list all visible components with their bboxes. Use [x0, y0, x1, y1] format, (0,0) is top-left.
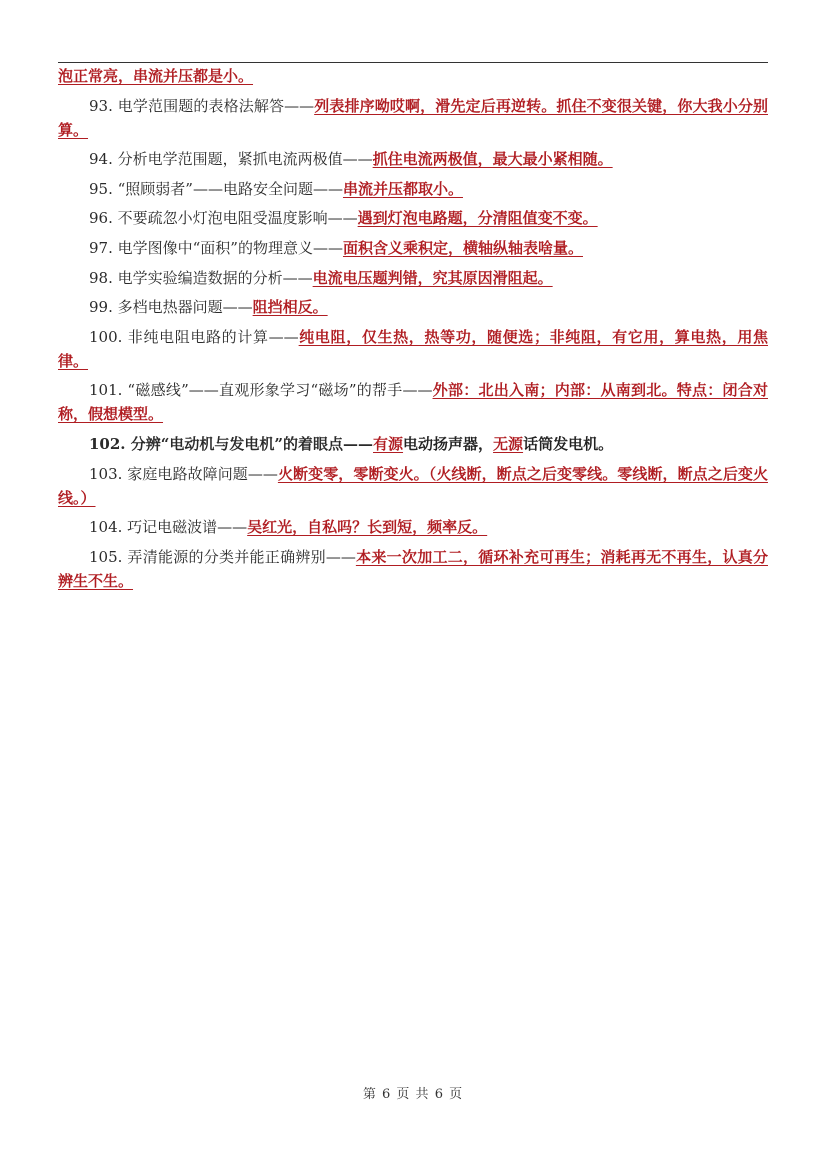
answer-text: 电流电压题判错，究其原因滑阻起。 [312, 268, 553, 287]
document-item [58, 378, 768, 426]
page-footer: 第 6 页 共 6 页 [362, 1087, 464, 1102]
document-item [58, 545, 768, 593]
answer-text: 外部：北出入南；内部：从南到北。特点：闭合对称，假想模型。 [58, 381, 768, 424]
plain-text: 电动扬声器， [403, 434, 494, 453]
answer-text: 纯电阻，仅生热，热等功，随便选；非纯阻，有它用，算电热，用焦律。 [58, 327, 768, 370]
answer-text: 列表排序呦哎啊，滑先定后再逆转。抓住不变很关键，你大我小分别算。 [58, 96, 768, 139]
answer-text: 抓住电流两极值，最大最小紧相随。 [372, 150, 613, 169]
document-item [58, 295, 768, 319]
answer-text: 无源 [493, 434, 524, 453]
plain-text: 话筒发电机。 [523, 434, 614, 453]
document-item [58, 94, 768, 142]
answer-text: 火断变零，零断变火。（火线断，断点之后变零线。零线断，断点之后变火线。） [58, 464, 768, 507]
document-item [58, 236, 768, 260]
question-text: 93. 电学范围题的表格法解答—— [89, 96, 315, 115]
document-body [58, 64, 768, 598]
answer-text: 本来一次加工二，循环补充可再生；消耗再无不再生，认真分辨生不生。 [58, 547, 768, 590]
question-text: 98. 电学实验编造数据的分析—— [89, 268, 313, 287]
answer-text: 有源 [373, 434, 404, 453]
document-item [58, 64, 768, 88]
question-text: 105. 弄清能源的分类并能正确辨别—— [89, 547, 356, 566]
answer-text: 泡正常亮，串流并压都是小。 [58, 67, 254, 85]
document-item [58, 432, 768, 456]
question-text: 100. 非纯电阻电路的计算—— [89, 327, 299, 346]
document-item [58, 147, 768, 171]
question-text: 95. “照顾弱者”——电路安全问题—— [89, 179, 343, 198]
document-item [58, 206, 768, 230]
document-item [58, 266, 768, 290]
question-text: 96. 不要疏忽小灯泡电阻受温度影响—— [89, 209, 358, 228]
question-text: 97. 电学图像中“面积”的物理意义—— [89, 238, 343, 257]
question-text: 101. “磁感线”——直观形象学习“磁场”的帮手—— [89, 381, 433, 400]
header-rule [58, 62, 768, 63]
answer-text: 面积含义乘积定，横轴纵轴表啥量。 [342, 238, 583, 257]
question-text: 102. 分辨“电动机与发电机”的着眼点—— [89, 434, 374, 453]
document-item [58, 515, 768, 539]
answer-text: 串流并压都取小。 [342, 179, 463, 198]
answer-text: 阻挡相反。 [252, 298, 328, 317]
question-text: 104. 巧记电磁波谱—— [89, 518, 248, 537]
answer-text: 遇到灯泡电路题，分清阻值变不变。 [357, 209, 598, 228]
document-item [58, 325, 768, 373]
answer-text: 吴红光，自私吗？长到短，频率反。 [247, 518, 488, 537]
document-item [58, 462, 768, 510]
document-item [58, 177, 768, 201]
question-text: 94. 分析电学范围题，紧抓电流两极值—— [89, 150, 373, 169]
question-text: 99. 多档电热器问题—— [89, 298, 253, 317]
question-text: 103. 家庭电路故障问题—— [89, 464, 278, 483]
